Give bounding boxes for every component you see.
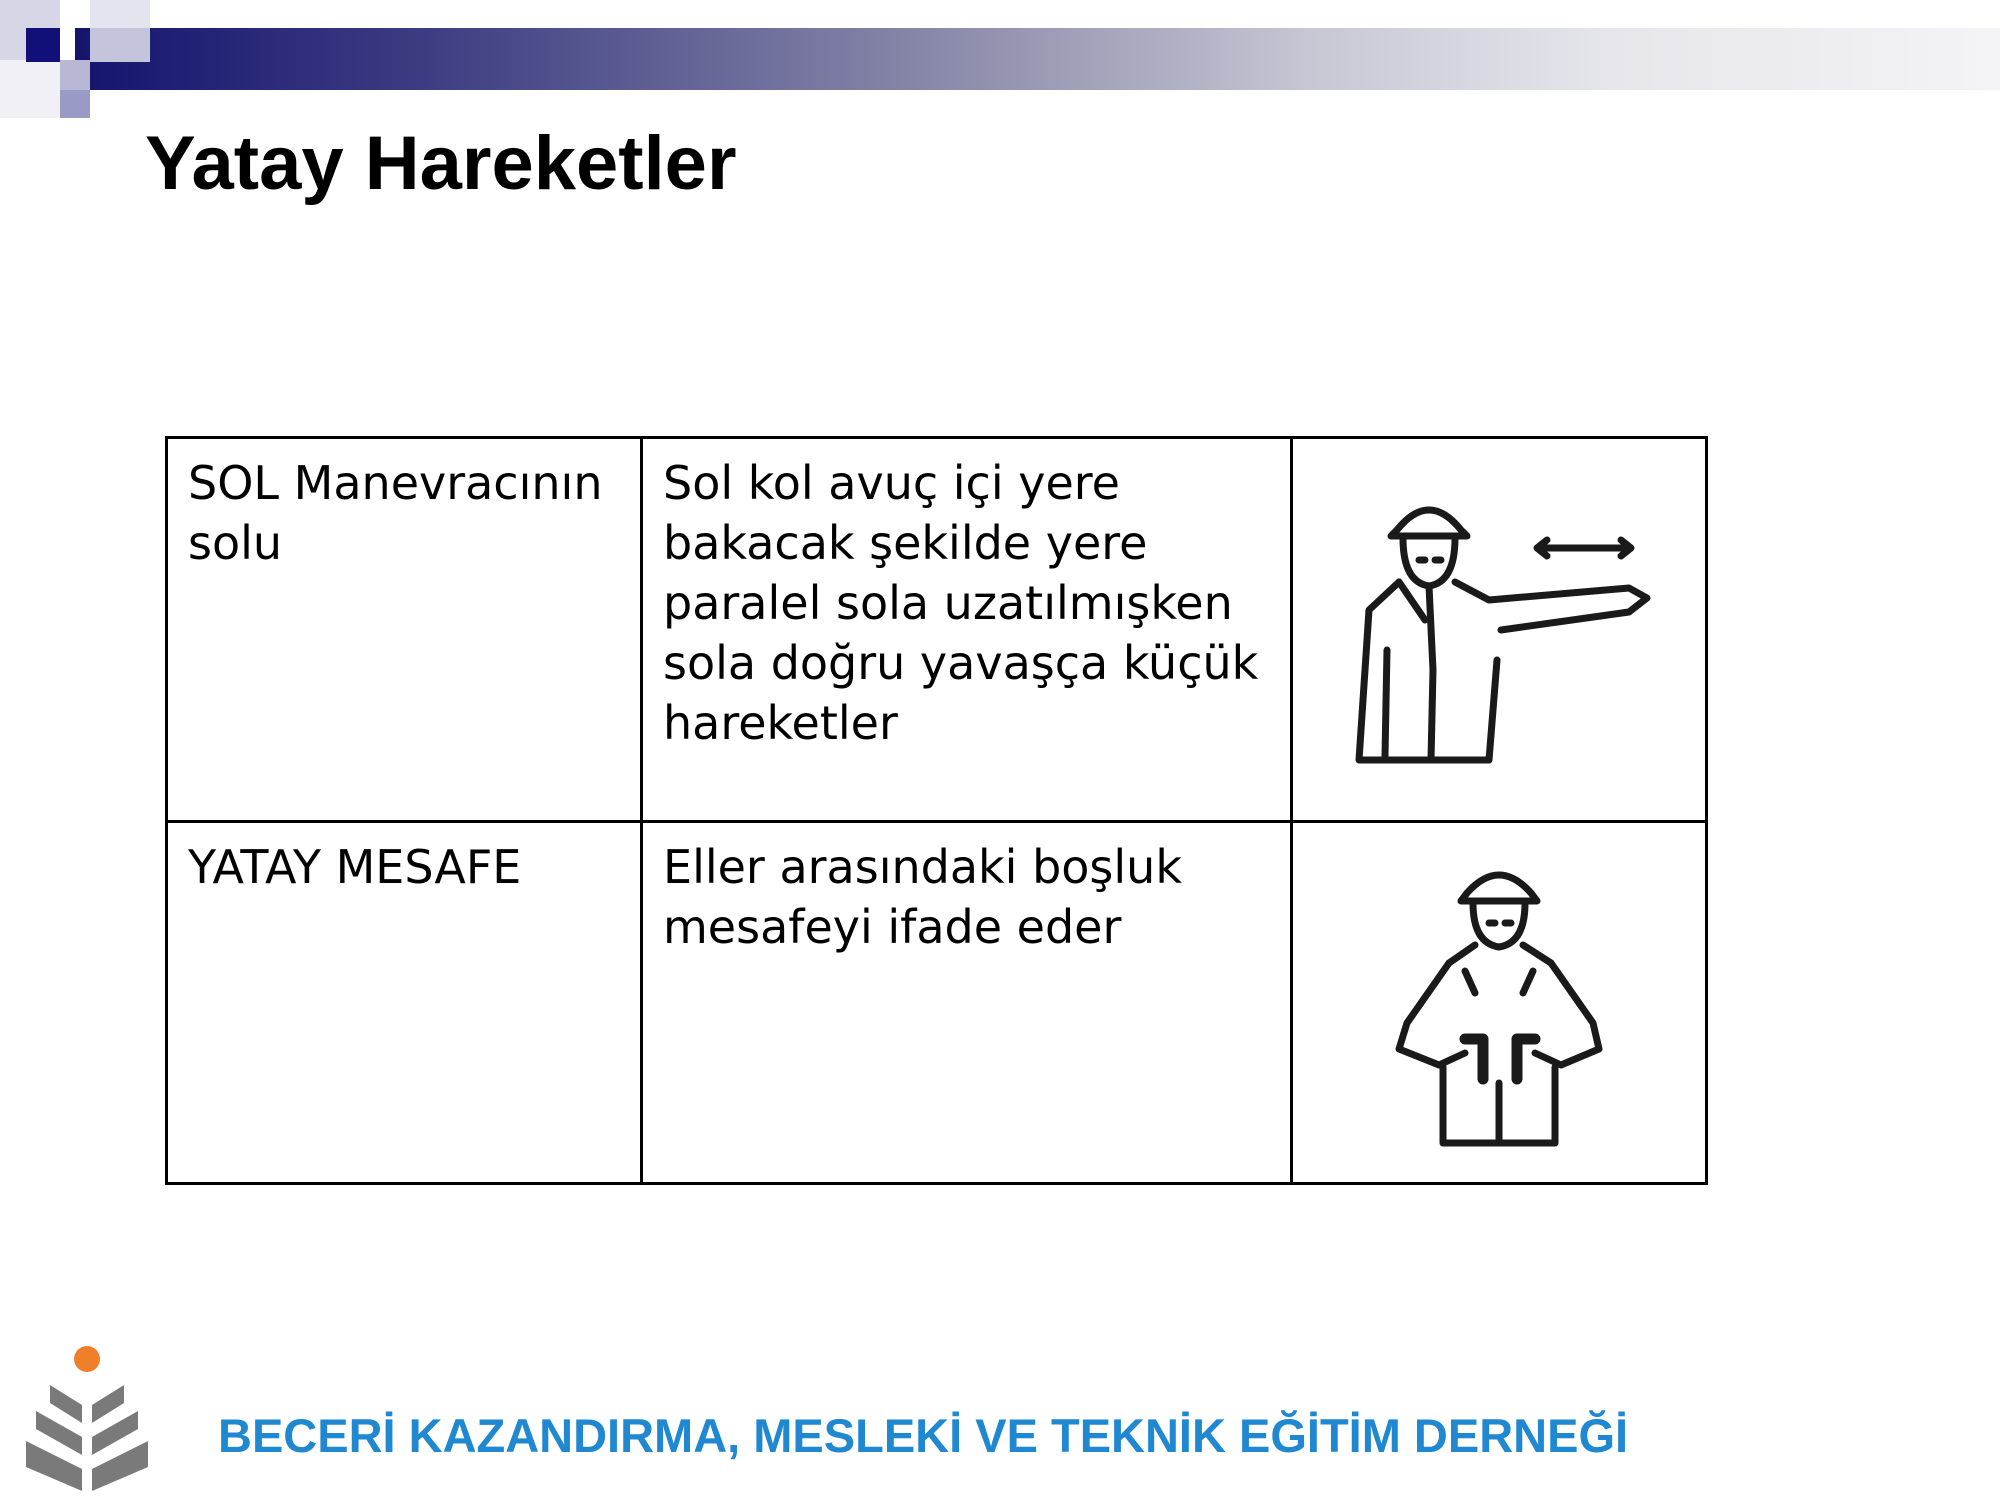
signal-image-cell <box>1292 438 1707 822</box>
signal-name-cell: SOL Manevracının solu <box>167 438 642 822</box>
slide-title: Yatay Hareketler <box>145 121 737 206</box>
signal-description-cell: Eller arasındaki boşluk mesafeyi ifade eder <box>642 822 1292 1184</box>
signalman-arm-extended-left-icon <box>1329 470 1669 790</box>
book-tree-logo-icon <box>20 1345 170 1495</box>
header-gradient-bar <box>75 28 2000 90</box>
signal-description-cell: Sol kol avuç içi yere bakacak şekilde yere paralel sola uzatılmışken sola doğru yavaşça küçük hareketler <box>642 438 1292 822</box>
signal-image-cell <box>1292 822 1707 1184</box>
signals-table <box>165 436 1708 1185</box>
signalman-hands-distance-icon <box>1379 853 1619 1153</box>
table-row <box>167 822 1707 1184</box>
corner-squares-decoration <box>0 0 160 120</box>
table-row <box>167 438 1707 822</box>
signal-name-cell: YATAY MESAFE <box>167 822 642 1184</box>
footer-organization-name: BECERİ KAZANDIRMA, MESLEKİ VE TEKNİK EĞİTİM DERNEĞİ <box>218 1409 1629 1462</box>
